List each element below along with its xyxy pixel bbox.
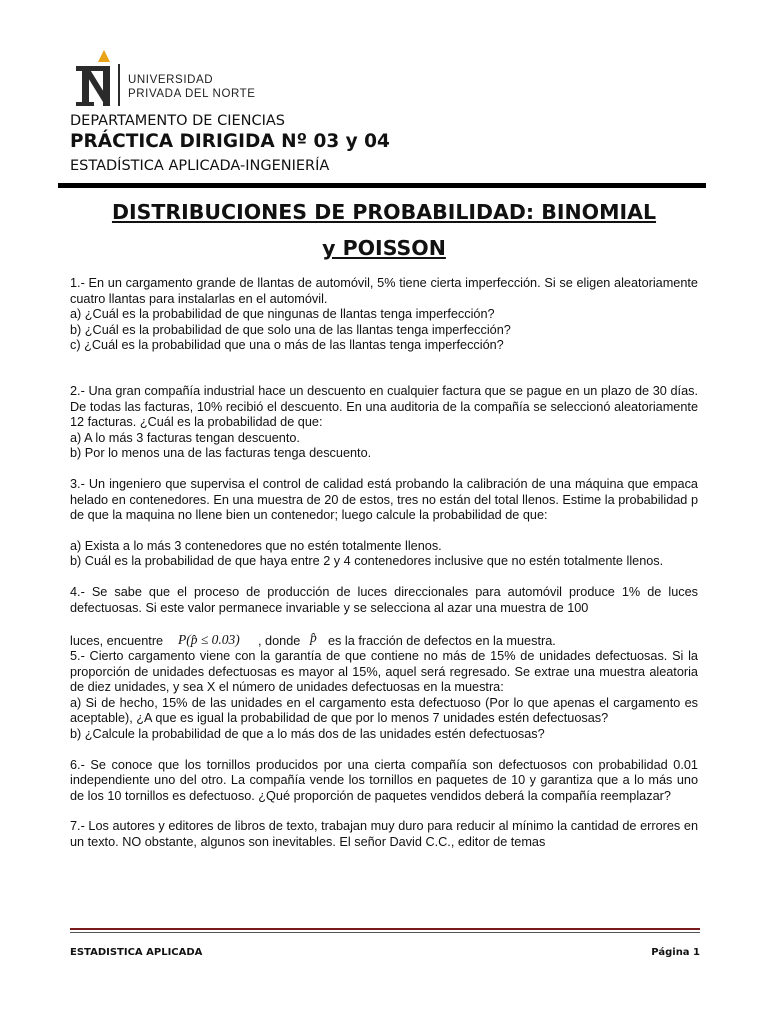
logo-line-1: UNIVERSIDAD — [128, 74, 214, 86]
problem-5-part-b: b) ¿Calcule la probabilidad de que a lo más dos de las unidades estén defectuosas? — [70, 727, 545, 742]
problem-list — [70, 276, 698, 851]
problem-4-statement: 4.- Se sabe que el proceso de producción de luces direccionales para automóvil produce 1% de luces defectuosas. Si este valor permanece invariable y se selecciona al azar una muestra de 100 — [70, 584, 698, 615]
document-title-line-2: y POISSON — [322, 236, 446, 260]
problem-2-part-b: b) Por lo menos una de las facturas tenga descuento. — [70, 446, 372, 461]
problem-4-text-c: es la fracción de defectos en la muestra. — [328, 633, 556, 648]
p-hat-symbol: p̂ — [310, 629, 317, 645]
problem-3-statement: 3.- Un ingeniero que supervisa el control de calidad está probando la calibración de una máquina que empaca helado en contenedores. En una muestra de 20 de estos, tres no están del total llenos. Estime la probabilidad p de que la maquina no llene bien un contenedor; luego calcule la probabilidad de que: — [70, 476, 698, 523]
problem-4-text-a: luces, encuentre — [70, 633, 164, 648]
footer-divider-thin — [70, 932, 700, 933]
footer-divider — [70, 928, 700, 930]
problem-7-statement: 7.- Los autores y editores de libros de texto, trabajan muy duro para reducir al mínimo la cantidad de errores en un texto. NO obstante, algunos son inevitables. El señor David C.C., editor de temas — [70, 819, 698, 850]
problem-4-formula-line — [70, 616, 698, 649]
practice-title: PRÁCTICA DIRIGIDA Nº 03 y 04 — [70, 131, 390, 152]
problem-2-statement: 2.- Una gran compañía industrial hace un descuento en cualquier factura que se pague en un plazo de 30 días. De todas las facturas, 10% recibió el descuento. En una auditoria de la compañía se seleccionó aleatoriamente 12 facturas. ¿Cuál es la probabilidad de que: — [70, 383, 698, 430]
subject-label: ESTADÍSTICA APLICADA-INGENIERÍA — [70, 158, 330, 174]
university-name — [128, 73, 256, 101]
problem-1-part-c: c) ¿Cuál es la probabilidad que una o más de las llantas tenga imperfección? — [70, 338, 504, 353]
problem-1-part-a: a) ¿Cuál es la probabilidad de que ningunas de llantas tenga imperfección? — [70, 307, 495, 322]
probability-formula: P(p̂ ≤ 0.03) — [178, 631, 240, 647]
document-title-line-1: DISTRIBUCIONES DE PROBABILIDAD: BINOMIAL — [111, 200, 657, 224]
university-logo — [74, 48, 274, 114]
department-label: DEPARTAMENTO DE CIENCIAS — [70, 113, 286, 129]
problem-4-text-b: , donde — [258, 633, 301, 648]
problem-3-part-a: a) Exista a lo más 3 contenedores que no estén totalmente llenos. — [70, 538, 442, 553]
problem-1-statement: 1.- En un cargamento grande de llantas de automóvil, 5% tiene cierta imperfección. Si se eligen aleatoriamente cuatro llantas para instalarlas en el automóvil. — [70, 276, 698, 306]
problem-5-part-a: a) Si de hecho, 15% de las unidades en el cargamento esta defectuoso (Por lo que apenas el cargamento es aceptable), ¿A que es igual la probabilidad de que por lo menos 7 unidades estén defectuosas? — [70, 695, 698, 726]
problem-5-statement: 5.- Cierto cargamento viene con la garantía de que contiene no más de 15% de unidades defectuosas. Si la proporción de unidades defectuosas es mayor al 15%, aquel será regresado. Se extrae una muestra aleatoria de diez unidades, y sea X el número de unidades defectuosas en la muestra: — [70, 649, 698, 695]
problem-3-part-b: b) Cuál es la probabilidad de que haya entre 2 y 4 contenedores inclusive que no estén totalmente llenos. — [70, 554, 664, 569]
problem-1-part-b: b) ¿Cuál es la probabilidad de que solo una de las llantas tenga imperfección? — [70, 322, 511, 337]
upn-n-logo-icon — [74, 48, 128, 110]
problem-6-statement: 6.- Se conoce que los tornillos producidos por una cierta compañía son defectuosos con probabilidad 0.01 independiente uno del otro. La compañía vende los tornillos en paquetes de 10 y garantiza que a lo más uno de los 10 tornillos es defectuoso. ¿Qué proporción de paquetes vendidos deberá la compañía reemplazar? — [70, 757, 698, 803]
header-divider — [58, 183, 706, 188]
page-number: Página 1 — [651, 947, 700, 958]
footer-course-label: ESTADISTICA APLICADA — [70, 947, 203, 958]
logo-line-2: PRIVADA DEL NORTE — [128, 88, 256, 100]
problem-2-part-a: a) A lo más 3 facturas tengan descuento. — [70, 430, 300, 445]
